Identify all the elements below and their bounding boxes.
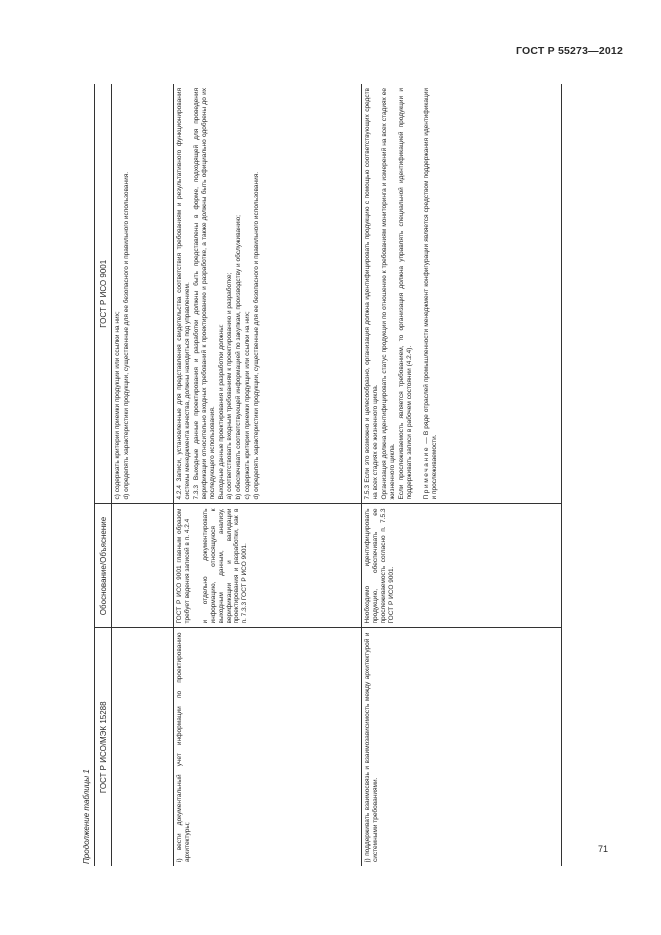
table-header-row <box>95 84 112 866</box>
clause-text: Если прослеживаемость является требованием, то организация должна управлять специальной идентификацией продукции и поддерживать записи в рабочем состоянии (4.2.4). <box>397 88 413 500</box>
cell-rationale <box>112 504 174 628</box>
document-code: ГОСТ Р 55273—2012 <box>515 45 623 57</box>
cell-rationale <box>174 504 362 628</box>
cell-iso-9001 <box>112 84 174 504</box>
column-header-iso-9001: ГОСТ Р ИСО 9001 <box>95 84 112 504</box>
table-caption: Продолжение таблицы 1 <box>82 769 91 864</box>
cell-iso-9001 <box>174 84 362 504</box>
cell-iso-15288 <box>112 628 174 866</box>
table-row <box>112 84 174 866</box>
clause-text: d) определять характеристики продукции, существенные для ее безопасного и правильного использования. <box>122 171 130 500</box>
rationale-text: Необходимо идентифицировать продукцию, обеспечивать ее прослеживаемость согласно п. 7.5.3 ГОСТ Р ИСО 9001. <box>364 508 395 624</box>
cell-iso-15288: i) вести документальный учет информации по проектированию архитектуры; <box>174 628 362 866</box>
clause-text: 7.3.3 Выходные данные проектирования и разработки должны быть представлены в форме, подходящей для проведения верификации относительно входных требований к проектированию и разработке, а также должны быть официально одобрены до их последующего использования. <box>192 88 216 500</box>
clause-text: Выходные данные проектирования и разработки должны: <box>217 324 225 500</box>
cell-rationale <box>362 504 562 628</box>
table-row <box>174 84 362 866</box>
note-text: — В ряде отраслей промышленности менеджмент конфигурации является средством поддержания идентификации и прослеживаемости. <box>423 88 439 500</box>
page-number: 71 <box>598 844 609 854</box>
cell-iso-15288: j) поддерживать взаимосвязь и взаимозависимость между архитектурой и системными требованиями. <box>362 628 562 866</box>
rationale-text: ГОСТ Р ИСО 9001 главным образом требует ведения записей в п. 4.2.4 <box>176 508 191 624</box>
clause-text: c) содержать критерии приемки продукции или ссылки на них; <box>244 311 252 500</box>
clause-text: Организация должна идентифицировать статус продукции по отношению к требованиям мониторинга и измерений на всех стадиях ее жизненного цикла. <box>380 88 396 500</box>
column-header-rationale: Обоснование/Объяснение <box>95 504 112 628</box>
clause-text: b) обеспечивать соответствующей информацией по закупкам, производству и обслуживанию; <box>235 215 243 500</box>
clause-text: 7.5.3 Если это возможно и целесообразно, организация должна идентифицировать продукцию с помощью соответствующих средств на всех стадиях ее жизненного цикла. <box>364 88 379 500</box>
rationale-text: и отдельно документировать информацию, относящуюся к выходным данным, анализу, верификации и валидации проектирования и разработки, как в п. 7.3.3 ГОСТ Р ИСО 9001. <box>201 508 249 624</box>
clause-text: a) соответствовать входным требованиям к проектированию и разработке; <box>226 272 234 500</box>
clause-text: d) определять характеристики продукции, существенные для ее безопасного и правильного использования. <box>253 171 261 500</box>
cell-iso-9001 <box>362 84 562 504</box>
comparison-table <box>94 84 562 866</box>
clause-text: 4.2.4 Записи, установленные для представления свидетельства соответствия требованиям и результативного функционирования системы менеджмента качества, должны находиться под управлением. <box>176 88 191 500</box>
rotated-table-block <box>80 81 570 866</box>
clause-text: c) содержать критерии приемки продукции или ссылки на них; <box>114 311 121 500</box>
column-header-iso-15288: ГОСТ Р ИСО/МЭК 15288 <box>95 628 112 866</box>
note-label: Примечание <box>423 445 431 500</box>
note <box>423 88 439 500</box>
table-row <box>362 84 562 866</box>
